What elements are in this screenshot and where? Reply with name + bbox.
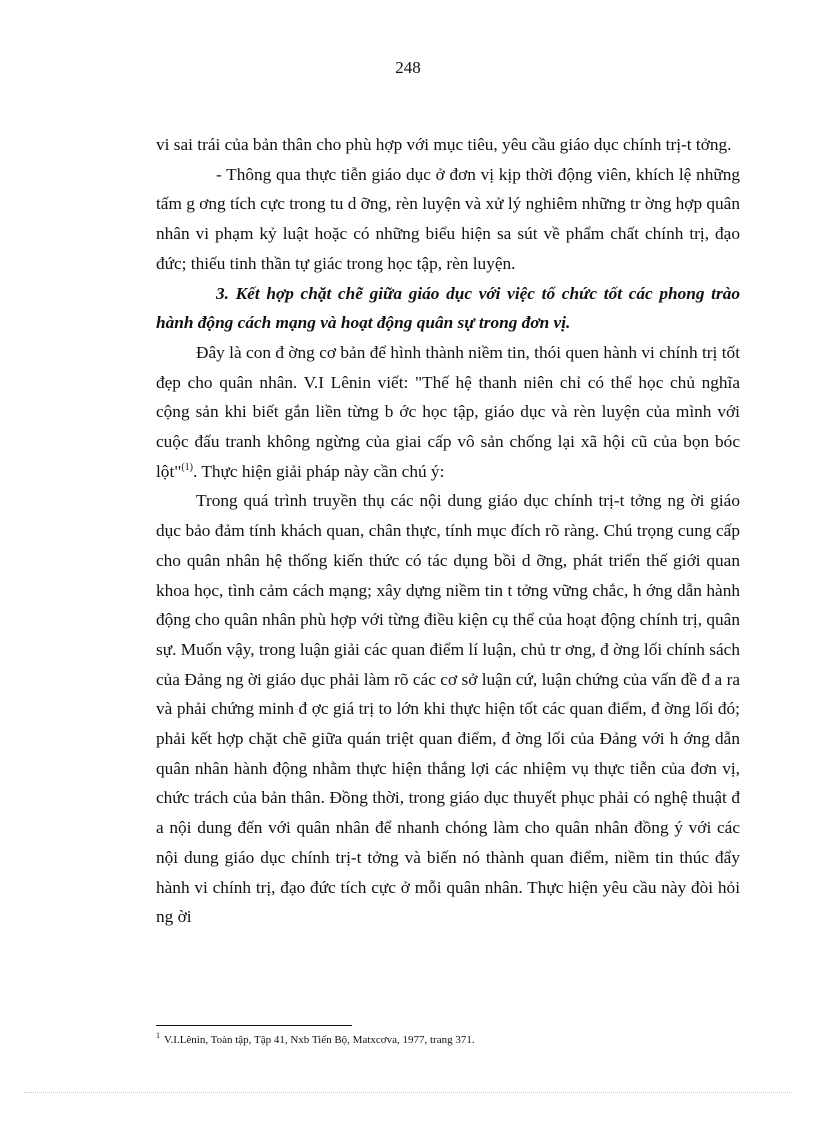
footnote-divider: [156, 1025, 352, 1026]
footnote: [156, 1033, 740, 1047]
quote-after: . Thực hiện giải pháp này cần chú ý:: [192, 461, 445, 481]
section-heading: 3. Kết hợp chặt chẽ giữa giáo dục với việc tổ chức tốt các phong trào hành động cách mạng và hoạt động quân sự trong đơn vị.: [156, 283, 740, 333]
page-bottom-divider: [24, 1092, 792, 1093]
paragraph-main: Trong quá trình truyền thụ các nội dung giáo dục chính trị-t tởng ng ời giáo dục bảo đảm tính khách quan, chân thực, tính mục đích rõ ràng. Chú trọng cung cấp cho quân nhân hệ thống kiến thức có tác dụng bồi d ỡng, phát triển thế giới quan khoa học, tình cảm cách mạng; xây dựng niềm tin t tởng vững chắc, h ớng dẫn hành động cho quân nhân phù hợp với từng điều kiện cụ thể của hoạt động chính trị, quân sự. Muốn vậy, trong luận giải các quan điểm lí luận, chủ tr ơng, đ ờng lối chính sách của Đảng ng ời giáo dục phải làm rõ các cơ sở luận cứ, luận chứng của vấn đề đ a ra và phải chứng minh đ ợc giá trị to lớn khi thực hiện tốt các quan điểm, đ ờng lối đó; phải kết hợp chặt chẽ giữa quán triệt quan điểm, đ ờng lối của Đảng với h ớng dẫn quân nhân hành động nhằm thực hiện thắng lợi các nhiệm vụ thực tiễn của đơn vị, chức trách của bản thân. Đồng thời, trong giáo dục thuyết phục phải có nghệ thuật đ a nội dung đến với quân nhân để nhanh chóng làm cho quân nhân đồng ý với các nội dung giáo dục chính trị-t tởng và biến nó thành quan điểm, niềm tin thúc đẩy hành vi chính trị, đạo đức tích cực ở mỗi quân nhân. Thực hiện yêu cầu này đòi hỏi ng ời: [156, 491, 740, 927]
footnote-text: V.I.Lênin, Toàn tập, Tập 41, Nxb Tiến Bộ, Matxcơva, 1977, trang 371.: [164, 1034, 475, 1046]
paragraph-quote: [156, 338, 740, 487]
document-body: [156, 130, 740, 932]
paragraph-continuation: vi sai trái của bản thân cho phù hợp với mục tiêu, yêu cầu giáo dục chính trị-t tởng.: [156, 135, 732, 154]
footnote-reference[interactable]: (1): [181, 461, 193, 473]
footnote-marker: 1: [156, 1031, 160, 1041]
paragraph-bullet: - Thông qua thực tiễn giáo dục ở đơn vị kịp thời động viên, khích lệ những tấm g ơng tích cực trong tu d ỡng, rèn luyện và xử lý nghiêm những tr ờng hợp quân nhân vi phạm kỷ luật hoặc có những biểu hiện sa sút về phẩm chất chính trị, đạo đức; thiếu tinh thần tự giác trong học tập, rèn luyện.: [156, 164, 740, 273]
quote-text: Đây là con đ ờng cơ bản để hình thành niềm tin, thói quen hành vi chính trị tốt đẹp cho quân nhân. V.I Lênin viết: "Thế hệ thanh niên chỉ có thể học chủ nghĩa cộng sản khi biết gắn liền từng b ớc học tập, giáo dục và rèn luyện của mình với cuộc đấu tranh không ngừng của giai cấp vô sản chống lại xã hội cũ của bọn bóc lột": [156, 342, 740, 481]
page-number: 248: [395, 58, 421, 77]
